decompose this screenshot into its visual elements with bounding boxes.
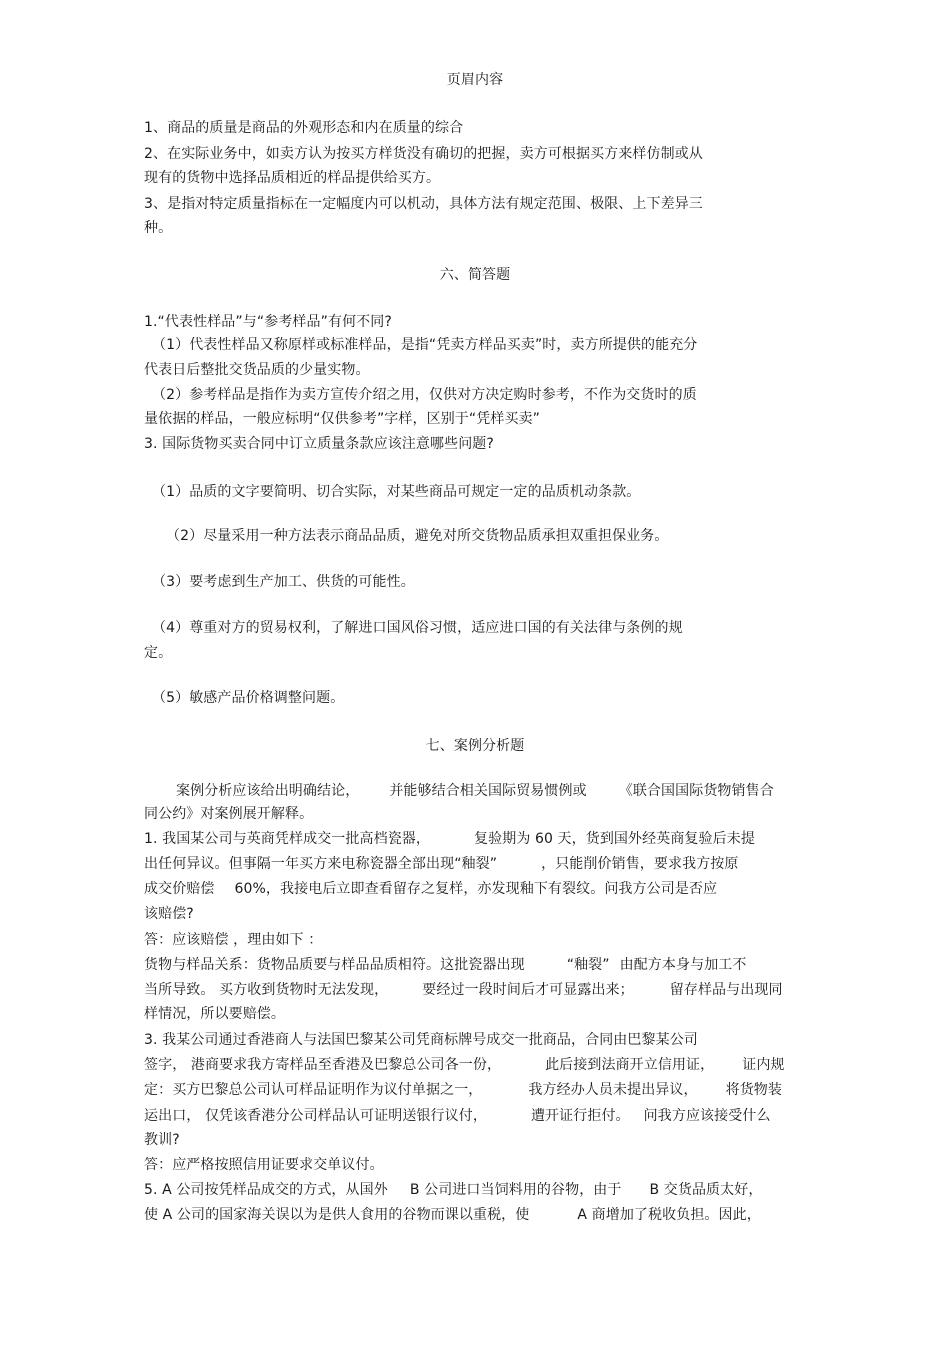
- answer-1-line-b: 代表日后整批交货品质的少量实物。: [144, 362, 370, 378]
- case-5-line-b: [144, 1205, 761, 1225]
- answer-2-line-b: 量依据的样品，一般应标明“仅供参考”字样，区别于“凭样买卖”: [144, 411, 541, 427]
- case-1-c-part2: 60%，我接电后立即查看留存之复样，亦发现釉下有裂纹。问我方公司是否应: [234, 881, 718, 897]
- case-1-b-part2: ，只能削价销售，要求我方按原: [541, 856, 739, 872]
- answer-line-2b: 现有的货物中选择品质相近的样品提供给买方。: [144, 170, 441, 186]
- case-1-a-part1: 1. 我国某公司与英商凭样成交一批高档瓷器，: [144, 831, 431, 847]
- case-1-c-part1: 成交价赔偿: [144, 881, 215, 897]
- reason-b-part3: 留存样品与出现同: [669, 982, 783, 998]
- case-3-line-e: 教训?: [144, 1132, 180, 1148]
- case-1-line-d: 该赔偿?: [144, 906, 194, 922]
- reason-line-c: 样情况，所以要赔偿。: [144, 1006, 285, 1022]
- case-3-c-part2: 我方经办人员未提出异议，: [528, 1082, 698, 1098]
- section-title-6: 六、简答题: [439, 267, 511, 283]
- answer-line-2a: 2、在实际业务中，如卖方认为按买方样货没有确切的把握，卖方可根据买方来样仿制或从: [144, 146, 703, 162]
- point-4-line-b: 定。: [144, 645, 173, 661]
- case-1-line-c: [144, 879, 717, 899]
- case-1-line-b: [144, 854, 739, 874]
- case-1-a-part2: 复验期为 60 天，货到国外经英商复验后未提: [474, 831, 755, 847]
- case-5-line-a: [144, 1180, 762, 1200]
- answer-case-3: 答：应严格按照信用证要求交单议付。: [144, 1157, 384, 1173]
- answer-line-1: 1、商品的质量是商品的外观形态和内在质量的综合: [144, 120, 464, 136]
- reason-b-part1: 当所导致。 买方收到货物时无法发现，: [144, 982, 389, 998]
- case-3-b-part2: 此后接到法商开立信用证，: [545, 1057, 715, 1073]
- case-3-d-part3: 问我方应该接受什么: [643, 1108, 771, 1124]
- point-2: （2）尽量采用一种方法表示商品品质，避免对所交货物品质承担双重担保业务。: [166, 528, 669, 544]
- point-3: （3）要考虑到生产加工、供货的可能性。: [152, 574, 415, 590]
- case-5-a-part1: 5. A 公司按凭样品成交的方式，从国外: [144, 1182, 388, 1198]
- case-1-line-a: [144, 829, 755, 849]
- question-1: 1.“代表性样品”与“参考样品”有何不同?: [144, 314, 392, 330]
- reason-a-part1: 货物与样品关系：货物品质要与样品品质相符。这批瓷器出现: [144, 957, 525, 973]
- case-3-line-d: [144, 1106, 771, 1126]
- intro-a-part1: 案例分析应该给出明确结论，: [176, 783, 360, 799]
- case-3-line-a: 3. 我某公司通过香港商人与法国巴黎某公司凭商标牌号成交一批商品，合同由巴黎某公司: [144, 1032, 698, 1048]
- case-1-b-part1: 出任何异议。但事隔一年买方来电称瓷器全部出现“釉裂”: [144, 856, 498, 872]
- case-5-a-part3: B 交货品质太好，: [649, 1182, 763, 1198]
- case-3-line-b: [144, 1055, 785, 1075]
- page-header: 页眉内容: [446, 72, 504, 88]
- point-1: （1）品质的文字要简明、切合实际，对某些商品可规定一定的品质机动条款。: [152, 484, 641, 500]
- answer-line-3a: 3、是指对特定质量指标在一定幅度内可以机动，具体方法有规定范围、极限、上下差异三: [144, 196, 703, 212]
- answer-case-1: 答：应该赔偿 ，理由如下 ：: [144, 932, 323, 948]
- case-3-d-part2: 遭开证行拒付。: [530, 1108, 630, 1124]
- case-5-a-part2: B 公司进口当饲料用的谷物，由于: [409, 1182, 622, 1198]
- reason-a-part2: “釉裂”: [566, 957, 610, 973]
- intro-line-a: [176, 781, 774, 801]
- case-3-d-part1: 运出口， 仅凭该香港分公司样品认可证明送银行议付，: [144, 1108, 487, 1124]
- case-3-b-part3: 证内规: [742, 1057, 785, 1073]
- intro-line-b: 同公约》对案例展开解释。: [144, 806, 314, 822]
- answer-2-line-a: （2）参考样品是指作为卖方宣传介绍之用，仅供对方决定购时参考，不作为交货时的质: [152, 387, 697, 403]
- answer-1-line-a: （1）代表性样品又称原样或标准样品，是指“凭卖方样品买卖”时，卖方所提供的能充分: [152, 337, 698, 353]
- case-3-c-part3: 将货物装: [725, 1082, 783, 1098]
- point-5: （5）敏感产品价格调整问题。: [152, 690, 345, 706]
- section-title-7: 七、案例分析题: [425, 738, 525, 754]
- intro-a-part3: 《联合国国际货物销售合: [618, 783, 774, 799]
- case-3-c-part1: 定：买方巴黎总公司认可样品证明作为议付单据之一，: [144, 1082, 483, 1098]
- reason-b-part2: 要经过一段时间后才可显露出来；: [422, 982, 634, 998]
- answer-line-3b: 种。: [144, 220, 173, 236]
- point-4-line-a: （4）尊重对方的贸易权利，了解进口国风俗习惯，适应进口国的有关法律与条例的规: [152, 620, 683, 636]
- case-3-b-part1: 签字， 港商要求我方寄样品至香港及巴黎总公司各一份，: [144, 1057, 502, 1073]
- case-3-line-c: [144, 1080, 782, 1100]
- reason-a-part3: 由配方本身与加工不: [619, 957, 747, 973]
- intro-a-part2: 并能够结合相关国际贸易惯例或: [389, 783, 587, 799]
- case-5-b-part1: 使 A 公司的国家海关误以为是供人食用的谷物而课以重税，使: [144, 1207, 530, 1223]
- reason-line-b: [144, 980, 783, 1000]
- question-3: 3. 国际货物买卖合同中订立质量条款应该注意哪些问题?: [144, 436, 494, 452]
- reason-line-a: [144, 955, 747, 975]
- case-5-b-part2: A 商增加了税收负担。因此，: [577, 1207, 761, 1223]
